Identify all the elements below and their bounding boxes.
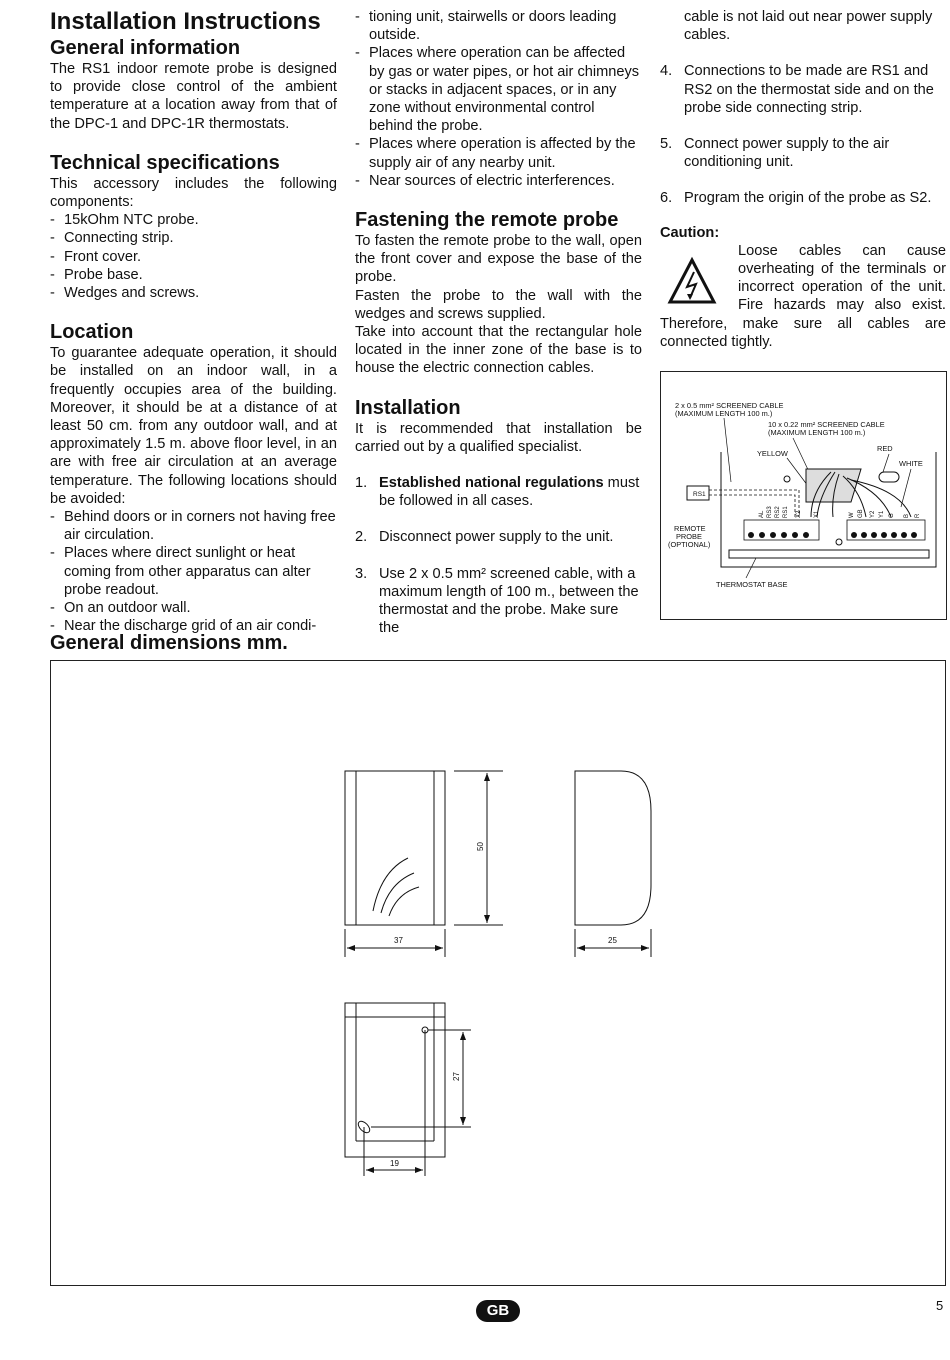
- cable2-length: (MAXIMUM LENGTH 100 m.): [768, 428, 866, 437]
- list-item: - On an outdoor wall.: [50, 599, 337, 617]
- step-number: 4.: [660, 63, 673, 80]
- list-item: [355, 565, 642, 638]
- list-item: - Connecting strip.: [50, 229, 337, 247]
- fasten-text-1: To fasten the remote probe to the wall, open the front cover and expose the base of the probe.: [355, 233, 642, 286]
- cable1-length: (MAXIMUM LENGTH 100 m.): [675, 409, 773, 418]
- location-heading: Location: [50, 321, 134, 344]
- remote-probe-label-2: PROBE: [676, 532, 702, 541]
- step-text: Connect power supply to the air conditioning unit.: [684, 136, 890, 171]
- language-badge: GB: [476, 1300, 520, 1322]
- dimensions-drawing-frame: [50, 660, 946, 1286]
- terminal-label: RS1: [783, 506, 789, 518]
- terminal-label: X2: [796, 510, 802, 518]
- rs1-label: RS1: [693, 491, 706, 498]
- yellow-label: YELLOW: [757, 449, 788, 458]
- page-number: 5: [936, 1298, 944, 1313]
- page-title: Installation Instructions: [50, 8, 321, 35]
- step-text: Program the origin of the probe as S2.: [684, 190, 932, 207]
- width-dimension: 37: [394, 936, 403, 945]
- depth-dimension: 25: [608, 936, 617, 945]
- step-text: Use 2 x 0.5 mm² screened cable, with a maximum length of 100 m., between the thermostat and the probe. Make sure the: [379, 565, 639, 637]
- terminal-label: RS3: [767, 506, 773, 518]
- list-item: [355, 474, 642, 510]
- list-item: - 15kOhm NTC probe.: [50, 211, 337, 229]
- fasten-text-3: Take into account that the rectangular hole located in the inner zone of the base is to house the electric connection cables.: [355, 324, 642, 377]
- list-item: - Front cover.: [50, 248, 337, 266]
- general-info-heading: General information: [50, 37, 241, 59]
- tech-specs-intro: This accessory includes the following components:: [50, 175, 337, 211]
- thermostat-base-label: THERMOSTAT BASE: [716, 580, 788, 589]
- column-1: [50, 8, 337, 635]
- caution-text: Loose cables can cause overheating of the terminals or incorrect operation of the unit. Fire hazards may also exist. Therefore, make sure all cables are connected tightly.: [660, 242, 946, 350]
- step-number: 3.: [355, 565, 368, 582]
- step-number: 6.: [660, 190, 673, 207]
- avoid-item-3-part2: tioning unit, stairwells or doors leading outside.: [369, 9, 617, 44]
- dimensions-heading: General dimensions mm.: [50, 632, 288, 654]
- terminal-label: AL: [759, 510, 765, 518]
- list-item: [660, 8, 946, 44]
- location-text: To guarantee adequate operation, it should be installed on an indoor wall, in a frequently occupies area of the building. Moreover, it should be at a distance of at least 50 cm. from any outdoor wall, and at approximately 1.5 m. above floor level, in an are with free air circulation at an average temperature. The following locations should be avoided:: [50, 345, 337, 507]
- installation-heading: Installation: [355, 396, 461, 419]
- step-number: 2.: [355, 529, 368, 546]
- column-3: [660, 8, 946, 351]
- terminal-label: Y1: [879, 510, 885, 518]
- list-item: - Probe base.: [50, 266, 337, 284]
- installation-steps: [355, 474, 642, 637]
- list-item: - Wedges and screws.: [50, 284, 337, 302]
- step-bold: Established national regulations: [379, 475, 604, 492]
- dimensions-drawing: [51, 661, 945, 1285]
- step-text: must be followed in all cases.: [379, 475, 640, 510]
- remote-probe-label-3: (OPTIONAL): [668, 540, 711, 549]
- terminal-label: GB: [858, 509, 864, 518]
- installation-steps-continued: [660, 8, 946, 208]
- terminal-label: Y2: [870, 510, 876, 518]
- list-item: [660, 189, 946, 207]
- list-item: [660, 135, 946, 171]
- step-number: 5.: [660, 136, 673, 153]
- terminal-label: G: [889, 513, 895, 518]
- hole-vertical-dimension: 27: [452, 1072, 461, 1081]
- terminal-label: W: [849, 512, 855, 518]
- list-item: - Places where operation is affected by the supply air of any nearby unit.: [355, 135, 642, 171]
- remote-probe-label-1: REMOTE: [674, 524, 706, 533]
- list-item: [355, 528, 642, 546]
- wiring-diagram: [660, 371, 947, 620]
- step-text: cable is not laid out near power supply cables.: [684, 9, 933, 44]
- terminal-label: R: [915, 513, 921, 518]
- list-item: - Places where direct sunlight or heat coming from other apparatus can alter probe readout.: [50, 544, 337, 599]
- red-label: RED: [877, 444, 893, 453]
- list-item: [355, 8, 642, 44]
- terminal-label: B: [904, 513, 910, 518]
- probe-base-view: [345, 1003, 445, 1157]
- installation-intro: It is recommended that installation be carried out by a qualified specialist.: [355, 420, 642, 455]
- avoid-list: [50, 508, 337, 635]
- terminal-label: X1: [814, 510, 820, 518]
- general-info-text: The RS1 indoor remote probe is designed to provide close control of the ambient temperature at a location away from that of the DPC-1 and DPC-1R thermostats.: [50, 61, 337, 132]
- probe-front-view: [345, 771, 445, 925]
- wiring-diagram-drawing: [661, 372, 946, 619]
- fasten-text-2: Fasten the probe to the wall with the wedges and screws supplied.: [355, 287, 642, 322]
- column-2: [355, 8, 642, 637]
- height-dimension: 50: [476, 842, 485, 851]
- caution-block: [660, 242, 946, 351]
- hole-horizontal-dimension: 19: [390, 1159, 399, 1168]
- caution-heading: Caution:: [660, 224, 720, 241]
- list-item: - Places where operation can be affected by gas or water pipes, or hot air chimneys or stacks in adjacent spaces, or in any zone without environmental control behind the probe.: [355, 44, 642, 135]
- terminal-label: RS2: [775, 506, 781, 518]
- step-text: Connections to be made are RS1 and RS2 on the thermostat side and on the probe side connecting strip.: [684, 63, 934, 116]
- list-item: - Behind doors or in corners not having free air circulation.: [50, 508, 337, 544]
- avoid-item-3-part1: Near the discharge grid of an air condi-: [64, 618, 317, 635]
- tech-specs-heading: Technical specifications: [50, 151, 280, 174]
- cable2-label: 10 x 0.22 mm² SCREENED CABLE: [768, 420, 885, 429]
- avoid-list-continued: [355, 8, 642, 190]
- fasten-heading: Fastening the remote probe: [355, 209, 619, 232]
- high-voltage-warning-icon: [660, 242, 738, 312]
- cable1-label: 2 x 0.5 mm² SCREENED CABLE: [675, 401, 784, 410]
- step-text: Disconnect power supply to the unit.: [379, 529, 614, 546]
- tech-specs-list: [50, 211, 337, 302]
- list-item: [660, 62, 946, 117]
- white-label: WHITE: [899, 459, 923, 468]
- step-number: 1.: [355, 475, 368, 492]
- list-item: - Near sources of electric interferences.: [355, 172, 642, 190]
- probe-side-view: [575, 771, 651, 925]
